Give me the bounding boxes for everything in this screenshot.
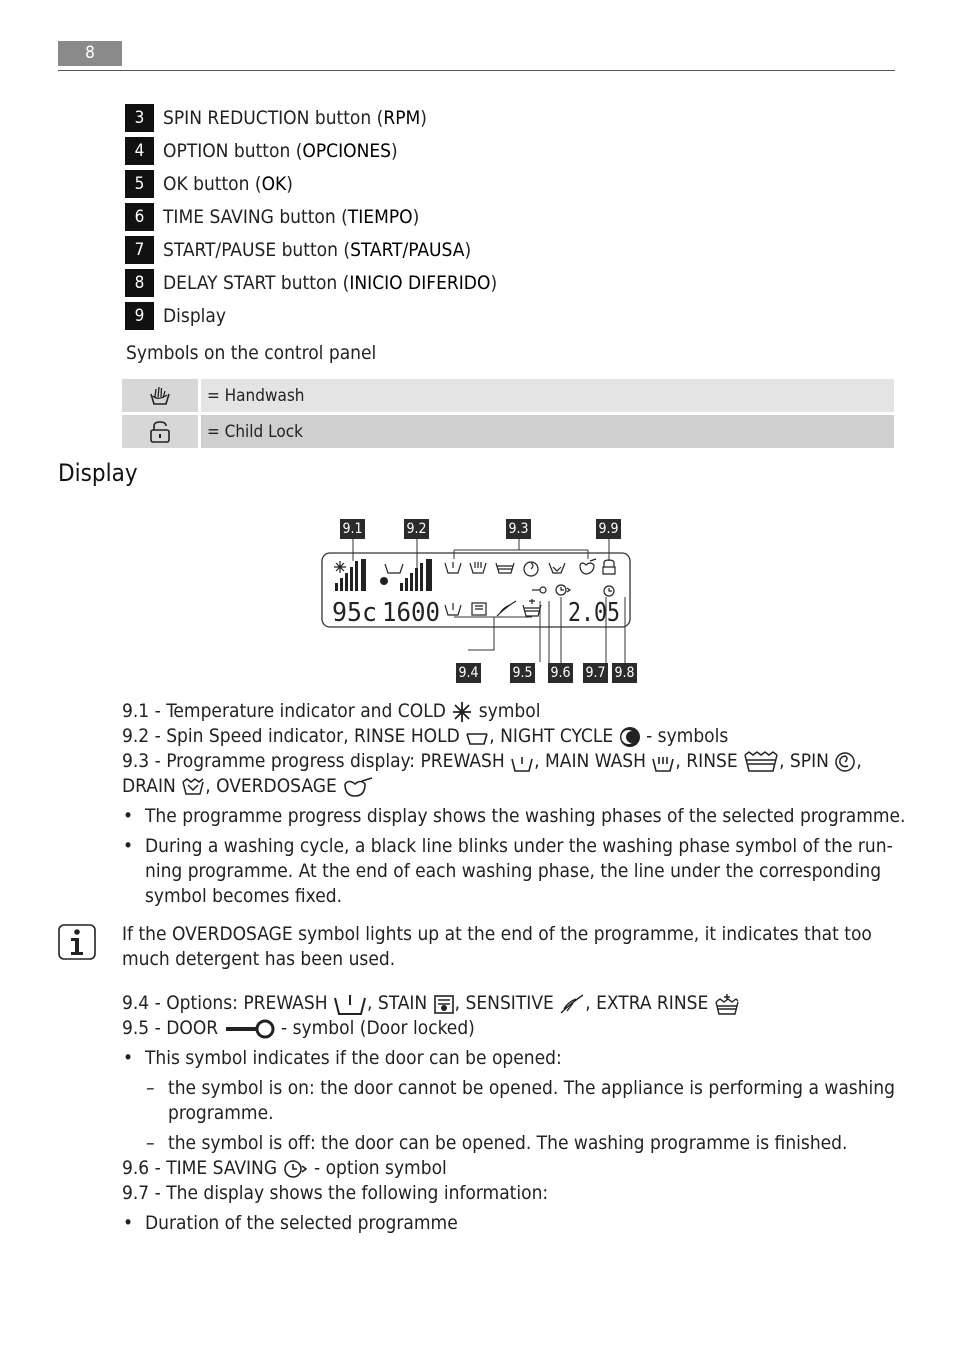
item-bold: START/PAUSA <box>350 239 465 261</box>
time-readout: 2.05 <box>568 598 620 628</box>
desc-9-2: 9.2 - Spin Speed indicator, RINSE HOLD , NIGHT CYCLE - symbols <box>122 725 729 747</box>
page-number: 8 <box>58 41 122 66</box>
sub-item: – the symbol is on: the door cannot be opened. The appliance is performing a washing programme. <box>146 1077 895 1124</box>
symbol-row <box>122 415 894 448</box>
night-cycle-icon <box>619 726 641 748</box>
spin-icon <box>834 751 856 773</box>
item-end: ) <box>286 173 293 195</box>
handwash-icon <box>122 379 198 412</box>
rinse-icon <box>743 751 779 773</box>
item-text: TIME SAVING button ( <box>163 206 348 228</box>
item-end: ) <box>464 239 472 261</box>
label-9-7: 9.7 <box>583 663 608 683</box>
label-9-5: 9.5 <box>510 663 535 683</box>
item-bold: OPCIONES <box>302 140 392 162</box>
item-number: 3 <box>125 104 154 132</box>
bullet-item: • The programme progress display shows the washing phases of the selected programme. <box>123 805 906 827</box>
item-text: Display <box>163 305 227 327</box>
label-9-8: 9.8 <box>612 663 637 683</box>
label-9-4: 9.4 <box>456 663 481 683</box>
child-lock-label: = Child Lock <box>201 415 894 448</box>
label-9-6: 9.6 <box>548 663 573 683</box>
main-wash-icon <box>651 751 675 773</box>
info-icon <box>58 924 96 964</box>
numbered-item <box>125 203 419 231</box>
item-text: DELAY START button ( <box>163 272 350 294</box>
item-end: ) <box>391 140 398 162</box>
sub-item: – the symbol is off: the door can be opened. The washing programme is finished. <box>146 1132 848 1154</box>
numbered-item <box>125 236 471 264</box>
label-9-2: 9.2 <box>404 519 429 539</box>
item-end: ) <box>490 272 498 294</box>
item-end: ) <box>420 107 427 129</box>
cold-snowflake-icon <box>451 701 473 723</box>
item-bold: RPM <box>383 107 421 129</box>
child-lock-icon <box>122 415 198 448</box>
info-note: If the OVERDOSAGE symbol lights up at the end of the programme, it indicates that too much detergent has been used. <box>122 923 872 970</box>
item-text: START/PAUSE button ( <box>163 239 351 261</box>
sensitive-icon <box>559 993 585 1015</box>
extra-rinse-icon <box>714 992 740 1016</box>
header-rule <box>58 70 895 71</box>
symbols-heading: Symbols on the control panel <box>126 342 377 364</box>
rinse-hold-icon <box>465 728 489 746</box>
item-number: 8 <box>125 269 154 297</box>
overdosage-icon <box>342 776 374 798</box>
numbered-item <box>125 137 398 165</box>
item-number: 7 <box>125 236 154 264</box>
symbols-table <box>122 379 894 451</box>
desc-9-3-cont: DRAIN , OVERDOSAGE <box>122 774 374 799</box>
door-lock-icon <box>224 1018 276 1040</box>
numbered-item <box>125 302 226 330</box>
time-saving-icon <box>283 1158 309 1180</box>
item-bold: INICIO DIFERIDO <box>349 272 491 294</box>
label-9-9: 9.9 <box>596 519 621 539</box>
desc-9-1: 9.1 - Temperature indicator and COLD symbol <box>122 700 541 722</box>
numbered-item <box>125 104 427 132</box>
bullet-item: • This symbol indicates if the door can be opened: <box>123 1047 562 1069</box>
label-9-1: 9.1 <box>340 519 365 539</box>
display-heading: Display <box>58 459 138 487</box>
display-diagram <box>320 517 640 687</box>
bullet-item: • During a washing cycle, a black line blinks under the washing phase symbol of the run- ning programme. At the end of each washing phase, the line under the corresponding symbol becomes fixed. <box>123 835 893 907</box>
desc-9-7: 9.7 - The display shows the following information: <box>122 1182 549 1204</box>
handwash-label: = Handwash <box>201 379 894 412</box>
desc-9-4: 9.4 - Options: PREWASH , STAIN , SENSITIVE , EXTRA RINSE <box>122 991 740 1016</box>
item-text: OK button ( <box>163 173 262 195</box>
bullet-item: • Duration of the selected programme <box>123 1212 458 1234</box>
symbol-row <box>122 379 894 412</box>
numbered-item <box>125 170 293 198</box>
prewash-option-icon <box>333 992 367 1016</box>
item-bold: OK <box>261 173 287 195</box>
item-end: ) <box>412 206 420 228</box>
spin-readout: 1600 <box>382 598 440 628</box>
item-text: SPIN REDUCTION button ( <box>163 107 384 129</box>
item-number: 6 <box>125 203 154 231</box>
item-number: 5 <box>125 170 154 198</box>
item-text: OPTION button ( <box>163 140 303 162</box>
item-bold: TIEMPO <box>347 206 413 228</box>
item-number: 4 <box>125 137 154 165</box>
numbered-item <box>125 269 497 297</box>
label-9-3: 9.3 <box>506 519 531 539</box>
temperature-readout: 95c <box>332 598 377 628</box>
drain-icon <box>181 776 205 798</box>
prewash-icon <box>510 751 534 773</box>
desc-9-6: 9.6 - TIME SAVING - option symbol <box>122 1157 447 1179</box>
desc-9-3: 9.3 - Programme progress display: PREWASH , MAIN WASH , RINSE , SPIN , <box>122 750 862 772</box>
stain-icon <box>433 993 455 1015</box>
desc-9-5: 9.5 - DOOR - symbol (Door locked) <box>122 1017 475 1039</box>
item-number: 9 <box>125 302 154 330</box>
